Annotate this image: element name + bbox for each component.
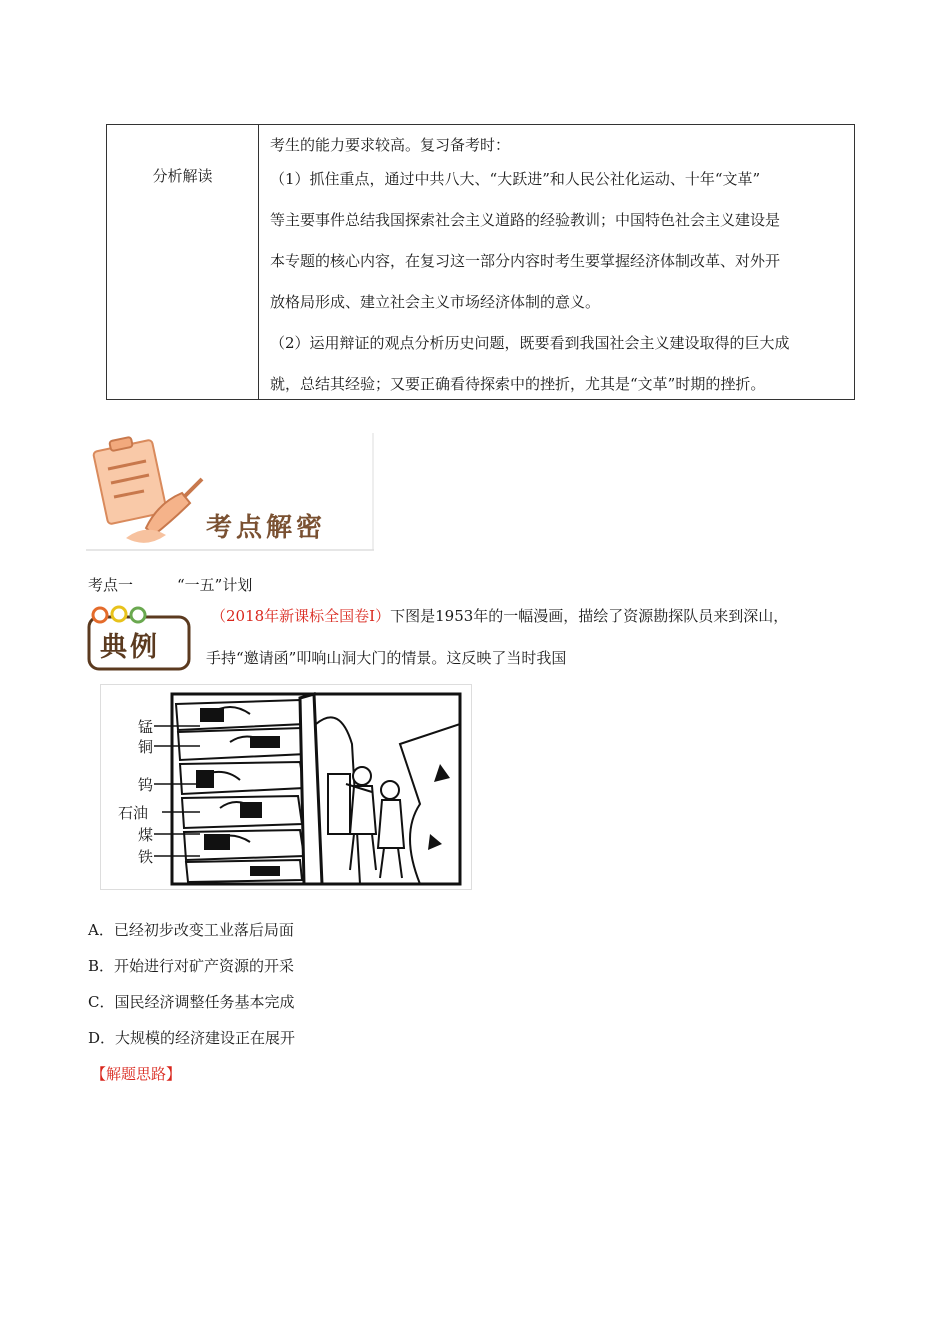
solution-hint-heading: 【解题思路】 (91, 1065, 182, 1083)
cartoon-label: 石油 (118, 804, 149, 822)
table-content-cell (270, 131, 846, 405)
cartoon-drawing (100, 684, 472, 890)
option-c: C．国民经济调整任务基本完成 (88, 993, 295, 1011)
question-source: （2018年新课标全国卷Ⅰ） (211, 607, 391, 625)
table-header-cell: 分析解读 (152, 167, 213, 185)
cartoon-label: 煤 (138, 826, 154, 844)
analysis-table (106, 124, 855, 400)
table-line: 考生的能力要求较高。复习备考时： (270, 136, 511, 154)
cartoon-label: 铜 (138, 738, 154, 756)
example-badge (86, 605, 192, 671)
section-banner (86, 433, 374, 551)
table-line: （1）抓住重点，通过中共八大、“大跃进”和人民公社化运动、十年“文革” (270, 170, 761, 188)
option-b: B．开始进行对矿产资源的开采 (88, 957, 295, 975)
table-line: 放格局形成、建立社会主义市场经济体制的意义。 (270, 293, 601, 311)
table-line: 就，总结其经验；又要正确看待探索中的挫折，尤其是“文革”时期的挫折。 (270, 375, 766, 393)
question-line-1 (211, 604, 788, 628)
option-d: D．大规模的经济建设正在展开 (88, 1029, 296, 1047)
cartoon-image (100, 684, 472, 890)
table-divider (258, 125, 259, 399)
table-line: 等主要事件总结我国探索社会主义道路的经验教训；中国特色社会主义建设是 (270, 211, 781, 229)
question-line-2: 手持“邀请函”叩响山洞大门的情景。这反映了当时我国 (206, 649, 567, 667)
section-label: 考点一 (88, 576, 134, 594)
badge-label: 典例 (100, 632, 160, 663)
table-line: 本专题的核心内容，在复习这一部分内容时考生要掌握经济体制改革、对外开 (270, 252, 781, 270)
question-text-1: 下图是1953年的一幅漫画，描绘了资源勘探队员来到深山， (390, 607, 789, 625)
section-topic: “一五”计划 (177, 576, 253, 594)
cartoon-label: 锰 (138, 718, 154, 736)
cartoon-label: 钨 (138, 776, 154, 794)
table-line: （2）运用辩证的观点分析历史问题，既要看到我国社会主义建设取得的巨大成 (270, 334, 790, 352)
section-title (88, 574, 252, 595)
option-a: A．已经初步改变工业落后局面 (88, 921, 294, 939)
banner-title: 考点解密 (206, 513, 327, 543)
cartoon-label: 铁 (138, 848, 154, 866)
